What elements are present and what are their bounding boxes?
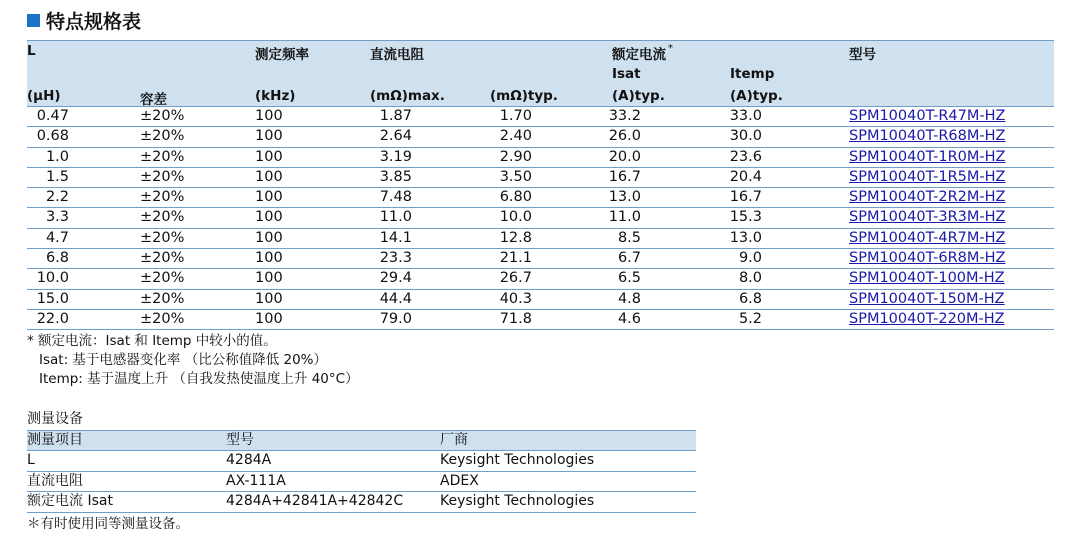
cell-dcr-typ: 2.40 <box>499 128 532 145</box>
cell-itemp: 30.0 <box>729 128 762 145</box>
page-title-text: 特点规格表 <box>46 10 142 33</box>
header-freq-unit: (kHz) <box>255 88 296 104</box>
cell-itemp: 5.2 <box>738 310 762 327</box>
cell-inductance: 4.7 <box>45 229 69 246</box>
cell-frequency: 100 <box>255 209 283 226</box>
cell-dcr-max: 14.1 <box>379 229 412 246</box>
cell-dcr-typ: 3.50 <box>499 168 532 185</box>
cell-model: 4284A <box>226 452 272 468</box>
cell-dcr-typ: 2.90 <box>499 148 532 165</box>
notes <box>27 332 359 389</box>
cell-tolerance: ±20% <box>140 148 185 165</box>
cell-part-number <box>849 188 1005 207</box>
cell-tolerance: ±20% <box>140 189 185 206</box>
table-row <box>27 208 1054 228</box>
cell-inductance: 3.3 <box>45 209 69 226</box>
measuring-body <box>27 451 696 513</box>
cell-itemp: 13.0 <box>729 229 762 246</box>
header-dcr-max: (mΩ)max. <box>370 88 445 104</box>
cell-frequency: 100 <box>255 229 283 246</box>
cell-inductance: 1.5 <box>45 168 69 185</box>
header-dcr-typ: (mΩ)typ. <box>490 88 558 104</box>
cell-part-number <box>849 107 1005 126</box>
note-isat: Isat: 基于电感器变化率 （比公称值降低 20%） <box>39 352 328 368</box>
cell-maker: Keysight Technologies <box>440 493 595 509</box>
measuring-title: 测量设备 <box>27 411 83 427</box>
table-row <box>27 249 1054 269</box>
header-rated-current <box>612 43 673 63</box>
table-row <box>27 472 696 493</box>
header-itemp-unit: (A)typ. <box>730 88 783 104</box>
measuring-table <box>27 430 696 513</box>
cell-frequency: 100 <box>255 148 283 165</box>
part-number-link[interactable]: SPM10040T-R47M-HZ <box>849 108 1006 124</box>
cell-dcr-max: 2.64 <box>379 128 412 145</box>
cell-tolerance: ±20% <box>140 168 185 185</box>
cell-tolerance: ±20% <box>140 128 185 145</box>
part-number-link[interactable]: SPM10040T-1R5M-HZ <box>849 168 1006 185</box>
cell-model: AX-111A <box>226 472 286 489</box>
cell-inductance: 2.2 <box>45 189 69 206</box>
spec-table-header <box>27 40 1054 107</box>
cell-dcr-typ: 71.8 <box>499 310 532 327</box>
cell-part-number <box>849 269 1005 288</box>
table-row <box>27 492 696 513</box>
part-number-link[interactable]: SPM10040T-R68M-HZ <box>849 128 1006 145</box>
cell-dcr-typ: 12.8 <box>499 229 532 246</box>
cell-tolerance: ±20% <box>140 209 185 226</box>
part-number-link[interactable]: SPM10040T-1R0M-HZ <box>849 148 1006 165</box>
cell-frequency: 100 <box>255 310 283 327</box>
cell-part-number <box>849 208 1005 227</box>
cell-inductance: 15.0 <box>36 290 69 307</box>
cell-part-number <box>849 290 1005 309</box>
cell-part-number <box>849 249 1005 268</box>
part-number-link[interactable]: SPM10040T-220M-HZ <box>849 310 1005 327</box>
part-number-link[interactable]: SPM10040T-150M-HZ <box>849 290 1005 307</box>
part-number-link[interactable]: SPM10040T-4R7M-HZ <box>849 229 1006 246</box>
note-rated-current: * 额定电流：Isat 和 Itemp 中较小的值。 <box>27 333 277 349</box>
spec-table <box>27 40 1054 330</box>
cell-dcr-typ: 40.3 <box>499 290 532 307</box>
header-rated-mark: * <box>668 43 673 54</box>
cell-dcr-max: 1.87 <box>379 108 412 124</box>
cell-isat: 13.0 <box>608 189 641 206</box>
cell-tolerance: ±20% <box>140 310 185 327</box>
header-l: L <box>27 43 36 59</box>
cell-dcr-max: 79.0 <box>379 310 412 327</box>
cell-isat: 6.5 <box>617 270 641 287</box>
cell-inductance: 6.8 <box>45 250 69 267</box>
header-isat-unit: (A)typ. <box>612 88 665 104</box>
measuring-header-model: 型号 <box>226 432 254 448</box>
cell-dcr-max: 7.48 <box>379 189 412 206</box>
cell-inductance: 22.0 <box>36 310 69 327</box>
table-row <box>27 107 1054 127</box>
cell-maker: ADEX <box>440 472 479 489</box>
cell-inductance: 10.0 <box>36 270 69 287</box>
cell-tolerance: ±20% <box>140 108 185 124</box>
header-itemp: Itemp <box>730 66 775 82</box>
cell-frequency: 100 <box>255 290 283 307</box>
cell-itemp: 20.4 <box>729 168 762 185</box>
table-row <box>27 269 1054 289</box>
table-row <box>27 148 1054 168</box>
cell-itemp: 8.0 <box>738 270 762 287</box>
table-row <box>27 168 1054 188</box>
cell-tolerance: ±20% <box>140 270 185 287</box>
cell-isat: 26.0 <box>608 128 641 145</box>
cell-inductance: 0.68 <box>36 128 69 145</box>
header-tolerance: 容差 <box>140 92 167 108</box>
measuring-header-item: 测量项目 <box>27 432 83 448</box>
title-square-icon <box>27 14 40 27</box>
cell-isat: 16.7 <box>608 168 641 185</box>
cell-part-number <box>849 148 1005 167</box>
cell-isat: 8.5 <box>617 229 641 246</box>
cell-frequency: 100 <box>255 189 283 206</box>
cell-itemp: 6.8 <box>738 290 762 307</box>
header-isat: Isat <box>612 66 641 82</box>
part-number-link[interactable]: SPM10040T-100M-HZ <box>849 270 1005 287</box>
cell-frequency: 100 <box>255 128 283 145</box>
cell-tolerance: ±20% <box>140 250 185 267</box>
cell-isat: 33.2 <box>608 108 641 124</box>
table-row <box>27 188 1054 208</box>
part-number-link[interactable]: SPM10040T-2R2M-HZ <box>849 189 1006 206</box>
cell-itemp: 16.7 <box>729 189 762 206</box>
cell-part-number <box>849 168 1005 187</box>
header-freq: 测定频率 <box>255 47 309 63</box>
cell-isat: 20.0 <box>608 148 641 165</box>
cell-frequency: 100 <box>255 168 283 185</box>
cell-dcr-typ: 21.1 <box>499 250 532 267</box>
cell-dcr-typ: 10.0 <box>499 209 532 226</box>
cell-itemp: 33.0 <box>729 108 762 124</box>
cell-inductance: 0.47 <box>36 108 69 124</box>
cell-frequency: 100 <box>255 250 283 267</box>
measuring-note: ＊有时使用同等测量设备。 <box>27 516 189 532</box>
cell-model: 4284A+42841A+42842C <box>226 493 404 509</box>
cell-frequency: 100 <box>255 270 283 287</box>
cell-part-number <box>849 229 1005 248</box>
table-row <box>27 310 1054 330</box>
cell-isat: 11.0 <box>608 209 641 226</box>
spec-table-body <box>27 107 1054 330</box>
cell-tolerance: ±20% <box>140 290 185 307</box>
cell-dcr-max: 3.19 <box>379 148 412 165</box>
cell-dcr-max: 44.4 <box>379 290 412 307</box>
cell-part-number <box>849 310 1005 329</box>
cell-itemp: 9.0 <box>738 250 762 267</box>
cell-dcr-max: 23.3 <box>379 250 412 267</box>
page-title <box>27 6 141 34</box>
cell-itemp: 23.6 <box>729 148 762 165</box>
cell-part-number <box>849 127 1005 146</box>
measuring-header-maker: 厂商 <box>440 432 468 448</box>
part-number-link[interactable]: SPM10040T-3R3M-HZ <box>849 209 1006 226</box>
cell-dcr-typ: 26.7 <box>499 270 532 287</box>
header-dcr: 直流电阻 <box>370 47 424 63</box>
cell-item: 额定电流 Isat <box>27 493 113 509</box>
cell-inductance: 1.0 <box>45 148 69 165</box>
cell-dcr-max: 3.85 <box>379 168 412 185</box>
part-number-link[interactable]: SPM10040T-6R8M-HZ <box>849 250 1006 267</box>
cell-frequency: 100 <box>255 108 283 124</box>
measuring-header <box>27 430 696 451</box>
table-row <box>27 290 1054 310</box>
table-row <box>27 451 696 472</box>
cell-dcr-max: 11.0 <box>379 209 412 226</box>
cell-isat: 4.8 <box>617 290 641 307</box>
note-itemp: Itemp: 基于温度上升 （自我发热使温度上升 40°C） <box>39 371 359 387</box>
cell-item: L <box>27 452 35 468</box>
cell-dcr-max: 29.4 <box>379 270 412 287</box>
header-part-no: 型号 <box>849 47 876 63</box>
table-row <box>27 127 1054 147</box>
cell-isat: 6.7 <box>617 250 641 267</box>
header-l-unit: (μH) <box>27 88 61 104</box>
cell-dcr-typ: 6.80 <box>499 189 532 206</box>
header-rated-current-text: 额定电流 <box>612 47 666 63</box>
cell-dcr-typ: 1.70 <box>499 108 532 124</box>
cell-isat: 4.6 <box>617 310 641 327</box>
cell-maker: Keysight Technologies <box>440 452 595 468</box>
cell-itemp: 15.3 <box>729 209 762 226</box>
cell-tolerance: ±20% <box>140 229 185 246</box>
table-row <box>27 229 1054 249</box>
cell-item: 直流电阻 <box>27 472 83 489</box>
